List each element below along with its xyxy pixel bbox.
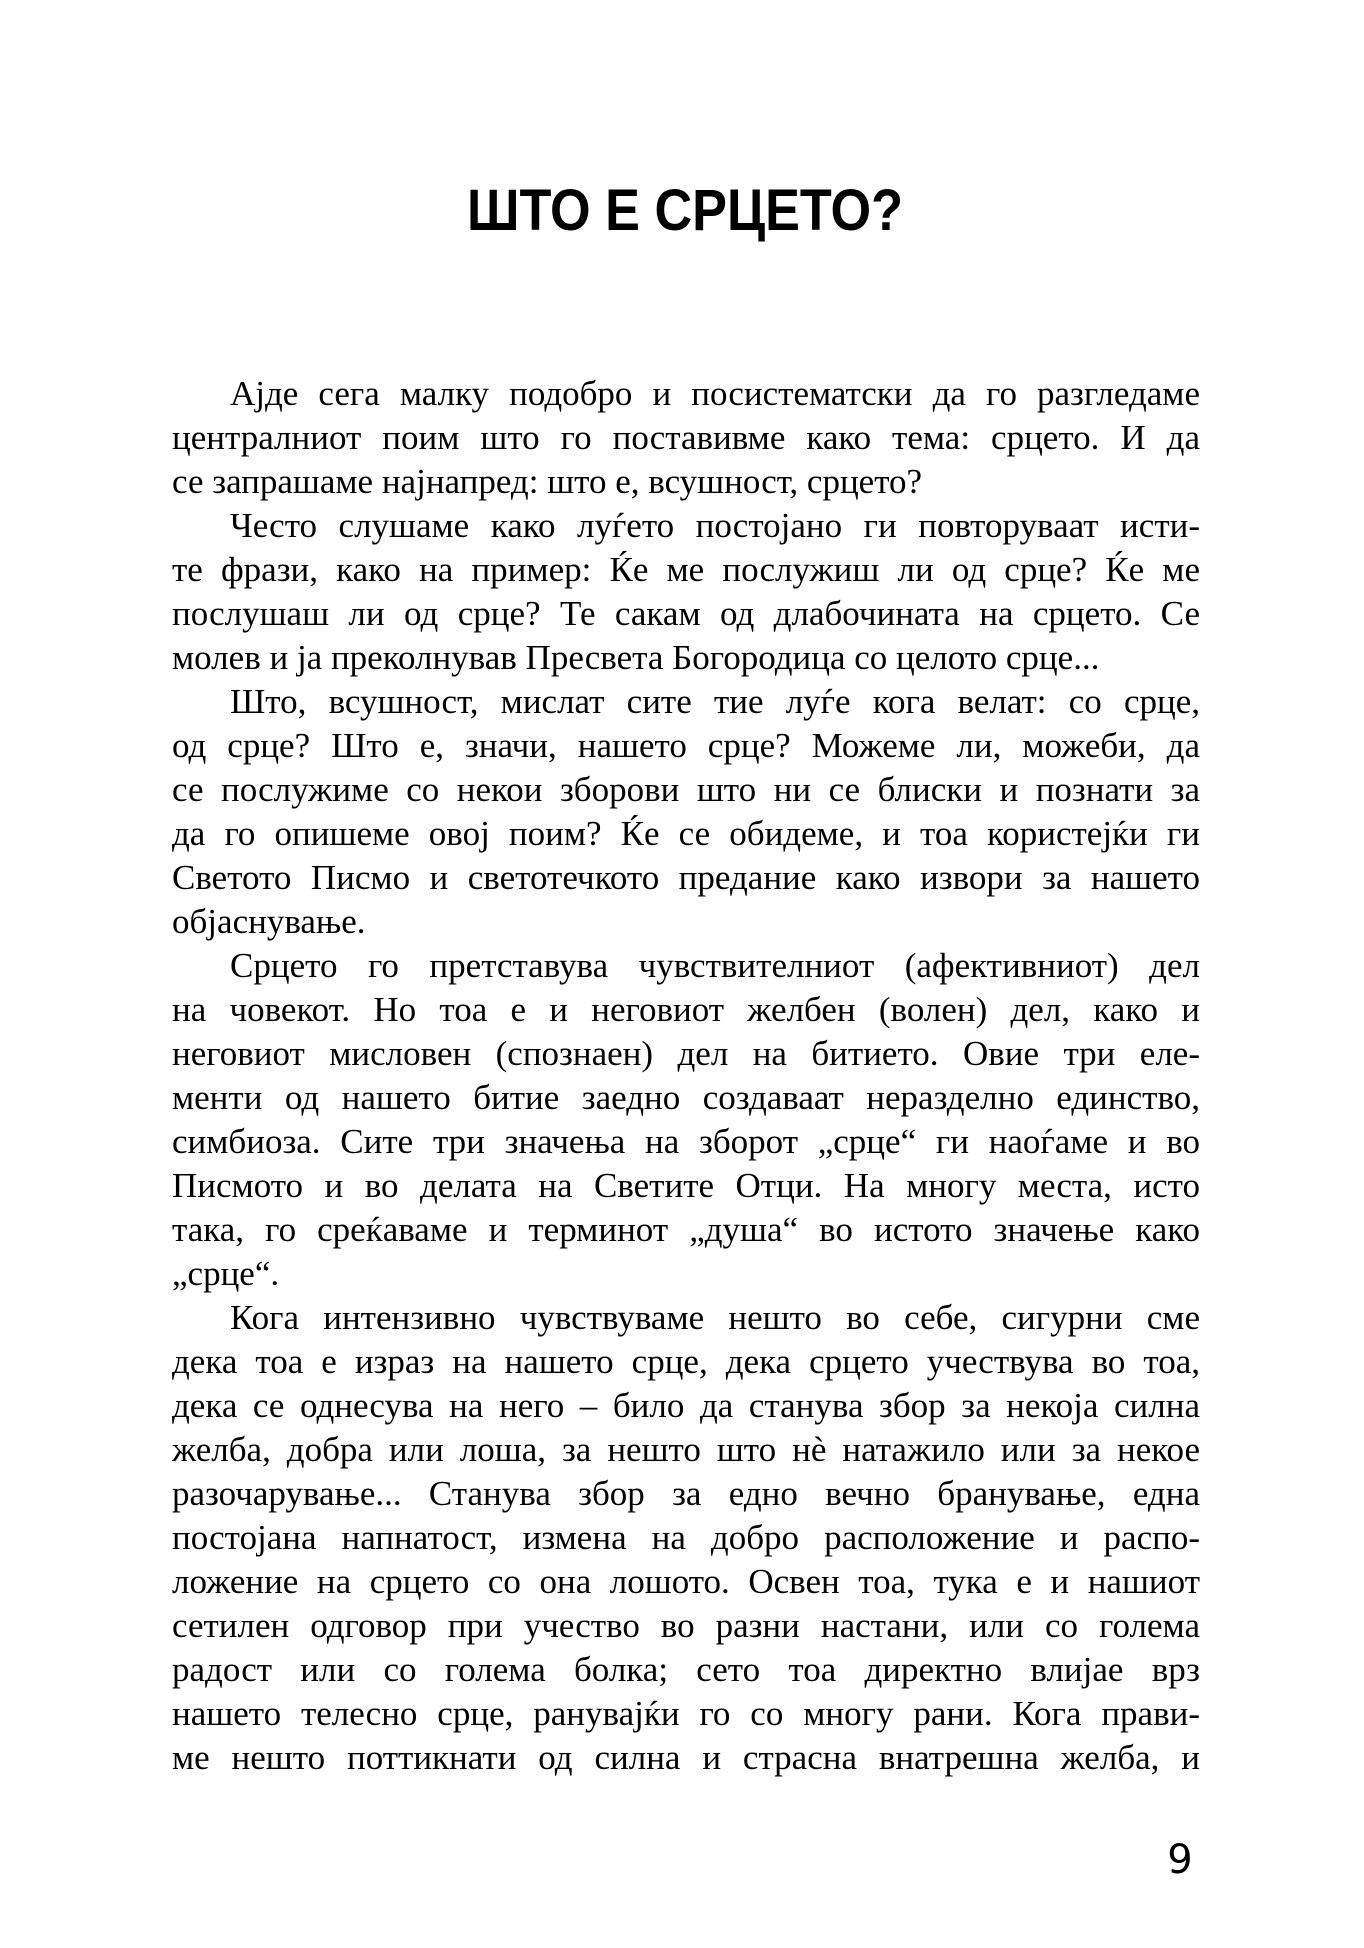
text-line: молев и ја преколнував Пресвета Богородица со целото срце... [172, 638, 1100, 677]
page-number: 9 [1167, 1837, 1193, 1883]
text-line: Срцето го претставува чувствителниот (афективниот) дел [230, 946, 1200, 985]
text-line: Ајде сега малку подобро и посистематски да го разгледаме [230, 374, 1200, 413]
text-line: радост или со голема болка; сето тоа директно влијае врз [172, 1650, 1200, 1689]
text-line: ме нешто поттикнати од силна и страсна внатрешна желба, и [172, 1738, 1200, 1777]
text-line: менти од нашето битие заедно создаваат неразделно единство, [172, 1078, 1200, 1117]
text-line: централниот поим што го поставивме како тема: срцето. И да [172, 418, 1200, 457]
text-line: од срце? Што е, значи, нашето срце? Можеме ли, можеби, да [172, 726, 1200, 765]
text-line: Што, всушност, мислат сите тие луѓе кога велат: со срце, [230, 682, 1200, 721]
text-line: желба, добра или лоша, за нешто што нè натажило или за некое [172, 1430, 1200, 1469]
text-line: Кога интензивно чувствуваме нешто во себе, сигурни сме [230, 1298, 1200, 1337]
text-line: Често слушаме како луѓето постојано ги повторуваат исти- [230, 506, 1200, 545]
text-line: да го опишеме овој поим? Ќе се обидеме, и тоа користејќи ги [172, 814, 1200, 853]
text-line: така, го среќаваме и терминот „душа“ во истото значење како [172, 1210, 1200, 1249]
page-body [172, 372, 1200, 1780]
text-line: неговиот мисловен (спознаен) дел на битието. Овие три еле- [172, 1034, 1200, 1073]
text-line: Писмото и во делата на Светите Отци. На многу места, исто [172, 1166, 1200, 1205]
text-line: „срце“. [172, 1254, 280, 1293]
text-line: постојана напнатост, измена на добро расположение и распо- [172, 1518, 1200, 1557]
text-line: се послужиме со некои зборови што ни се блиски и познати за [172, 770, 1200, 809]
text-line: нашето телесно срце, ранувајќи го со многу рани. Кога прави- [172, 1694, 1200, 1733]
text-line: те фрази, како на пример: Ќе ме послужиш ли од срце? Ќе ме [172, 550, 1200, 589]
text-line: послушаш ли од срце? Те сакам од длабочината на срцето. Се [172, 594, 1200, 633]
text-line: се запрашаме најнапред: што е, всушност, срцето? [172, 462, 923, 501]
text-line: ложение на срцето со она лошото. Освен тоа, тука е и нашиот [172, 1562, 1200, 1601]
text-line: Светото Писмо и светотечкото предание како извори за нашето [172, 858, 1200, 897]
text-line: дека тоа е израз на нашето срце, дека срцето учествува во тоа, [172, 1342, 1200, 1381]
text-line: сетилен одговор при учество во разни настани, или со голема [172, 1606, 1200, 1645]
text-line: симбиоза. Сите три значења на зборот „срце“ ги наоѓаме и во [172, 1122, 1200, 1161]
text-line: објаснување. [172, 902, 366, 941]
text-line: разочарување... Станува збор за едно вечно бранување, една [172, 1474, 1200, 1513]
chapter-title: ШТО Е СРЦЕТО? [466, 178, 903, 243]
text-line: дека се однесува на него – било да станува збор за некоја силна [172, 1386, 1200, 1425]
text-line: на човекот. Но тоа е и неговиот желбен (волен) дел, како и [172, 990, 1200, 1029]
